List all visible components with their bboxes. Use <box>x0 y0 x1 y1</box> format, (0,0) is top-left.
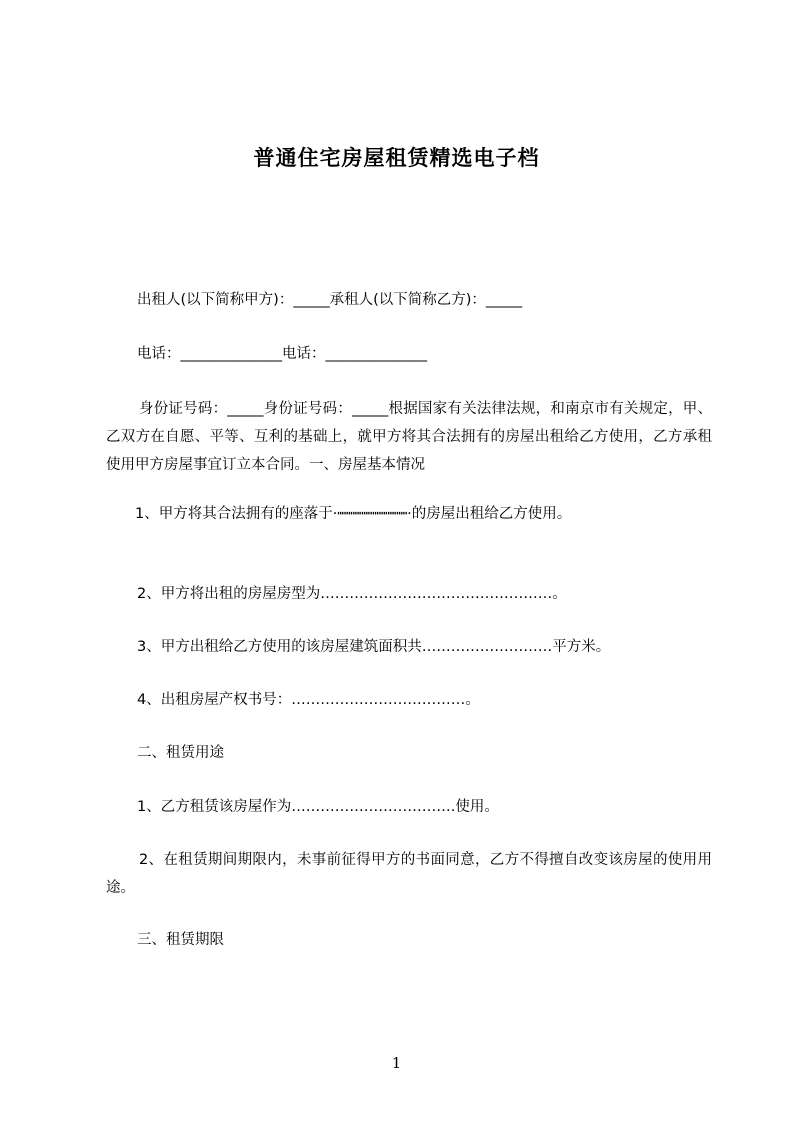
phone-line: 电话：______________电话：______________ <box>137 346 427 362</box>
parties-line: 出租人(以下简称甲方)：_____承租人(以下简称乙方)：_____ <box>137 292 523 308</box>
page-number: 1 <box>391 1054 402 1072</box>
clause-1-location: 1、甲方将其合法拥有的座落于·┉┉┉┉┉┉┉┉·的房屋出租给乙方使用。 <box>135 506 572 522</box>
section-heading-term: 三、租赁期限 <box>137 932 224 948</box>
clause-2-room-type: 2、甲方将出租的房屋房型为…………………………………………。 <box>137 586 567 602</box>
clause-4-title-deed: 4、出租房屋产权书号：………………………………。 <box>137 692 480 708</box>
clause-3-area: 3、甲方出租给乙方使用的该房屋建筑面积共………………………平方米。 <box>137 639 611 655</box>
section-heading-usage: 二、租赁用途 <box>137 745 224 761</box>
usage-clause-2: 2、在租赁期间期限内，未事前征得甲方的书面同意，乙方不得擅自改变该房屋的使用用途。 <box>106 852 712 896</box>
document-title: 普通住宅房屋租赁精选电子档 <box>253 146 540 170</box>
usage-clause-1: 1、乙方租赁该房屋作为…………………………….使用。 <box>137 799 499 815</box>
id-paragraph: 身份证号码：_____身份证号码：_____根据国家有关法律法规，和南京市有关规定，甲、乙双方在自愿、平等、互利的基础上，就甲方将其合法拥有的房屋出租给乙方使用，乙方承租使用甲方房屋事宜订立本合同。一、房屋基本情况 <box>106 401 712 473</box>
